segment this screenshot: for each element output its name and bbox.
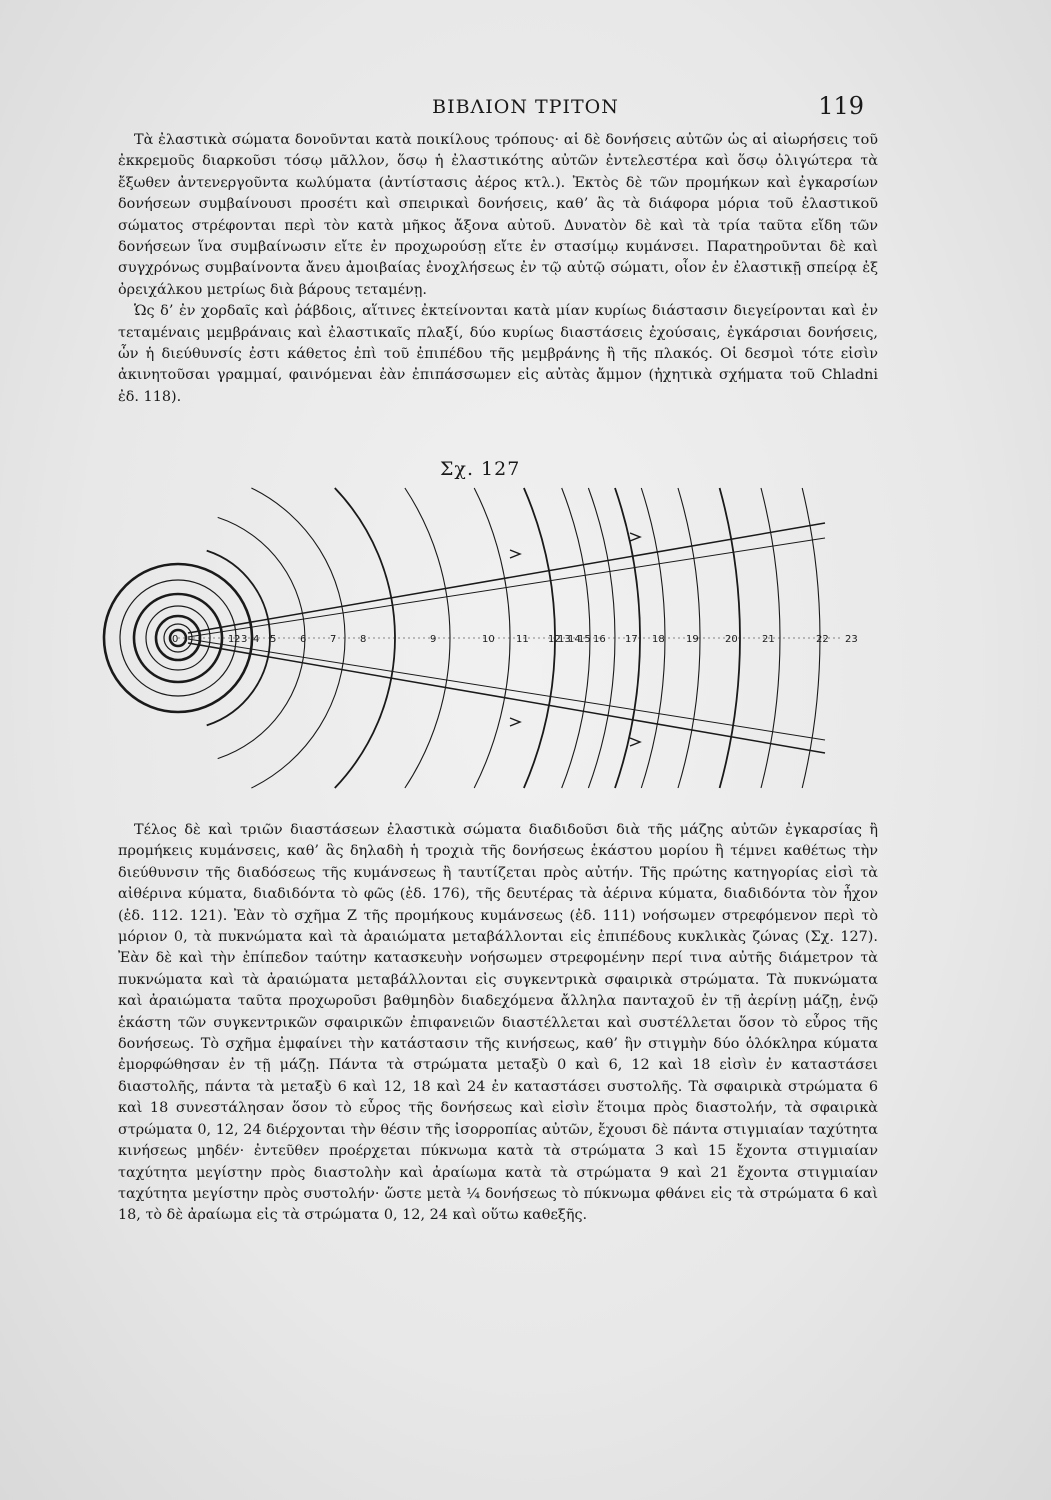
wave-label: 16 — [593, 634, 606, 645]
text-block-bottom — [118, 820, 878, 1227]
wave-label: 21 — [762, 634, 775, 645]
paragraph: Τέλος δὲ καὶ τριῶν διαστάσεων ἐλαστικὰ σώματα διαδιδοῦσι διὰ τῆς μάζης αὐτῶν ἐγκαρσίας ἢ προμήκεις κυμάνσεις, καθ’ ἃς δηλαδὴ ἡ τροχιὰ τῆς δονήσεως ἑκάστου μορίου ἢ τέμνει καθέτως τὴν διεύθυνσιν τῆς διαδόσεως τῆς κυμάνσεως ἢ ταυτίζεται πρὸς αὐτήν. Τῆς πρώτης κατηγορίας εἰσὶ τὰ αἰθέρινα κύματα, διαδιδόντα τὸ φῶς (ἐδ. 176), τῆς δευτέρας τὰ ἀέρινα κύματα, διαδιδόντα τὸν ἦχον (ἐδ. 112. 121). Ἐὰν τὸ σχῆμα Ζ τῆς προμήκους κυμάνσεως (ἐδ. 111) νοήσωμεν στρεφόμενον περὶ τὸ μόριον 0, τὰ πυκνώματα καὶ τὰ ἀραιώματα μεταβάλλονται εἰς ἐπιπέδους κυκλικὰς ζώνας (Σχ. 127). Ἐὰν δὲ καὶ τὴν ἐπίπεδον ταύτην κατασκευὴν νοήσωμεν στρεφομένην περί τινα αὐτῆς διάμετρον τὰ πυκνώματα καὶ τὰ ἀραιώματα μεταβάλλονται εἰς συγκεντρικὰ σφαιρικὰ στρώματα. Τὰ πυκνώματα καὶ ἀραιώματα ταῦτα προχωροῦσι βαθμηδὸν διαδεχόμενα ἄλληλα πανταχοῦ ἐν τῇ ἀερίνῃ μάζῃ, ἐνῷ ἑκάστη τῶν συγκεντρικῶν σφαιρικῶν ἐπιφανειῶν διαστέλλεται καὶ συστέλλεται ὅσον τὸ εὖρος τῆς δονήσεως. Τὸ σχῆμα ἐμφαίνει τὴν κατάστασιν τῆς κινήσεως, καθ’ ἣν στιγμὴν δύο ὁλόκληρα κύματα ἐμορφώθησαν ἐν τῇ μάζῃ. Πάντα τὰ στρώματα μεταξὺ 0 καὶ 6, 12 καὶ 18 εἰσὶν ἐν καταστάσει διαστολῆς, πάντα τὰ μεταξὺ 6 καὶ 12, 18 καὶ 24 ἐν καταστάσει συστολῆς. Τὰ σφαιρικὰ στρώματα 6 καὶ 18 συνεστάλησαν ὅσον τὸ εὖρος τῆς δονήσεως καὶ εἰσὶν ἕτοιμα πρὸς διαστολήν, τὰ σφαιρικὰ στρώματα 0, 12, 24 διέρχονται τὴν θέσιν τῆς ἰσορροπίας αὐτῶν, ἔχουσι δὲ πάντα στιγμιαίαν ταχύτητα κινήσεως μηδέν· ἐντεῦθεν προέρχεται πύκνωμα κατὰ τὰ στρώματα 3 καὶ 15 ἔχοντα στιγμιαίαν ταχύτητα μεγίστην πρὸς διαστολὴν καὶ ἀραίωμα κατὰ τὰ στρώματα 9 καὶ 21 ἔχοντα στιγμιαίαν ταχύτητα μεγίστην πρὸς συστολήν· ὥστε μετὰ ¼ δονήσεως τὸ πύκνωμα φθάνει εἰς τὰ στρώματα 6 καὶ 18, τὸ δὲ ἀραίωμα εἰς τὰ στρώματα 0, 12, 24 καὶ οὕτω καθεξῆς. — [118, 822, 878, 1224]
wave-label: 12 — [548, 634, 561, 645]
wave-label: 1 — [228, 634, 235, 645]
wave-label: 13 — [558, 634, 571, 645]
arrow-icon — [630, 738, 640, 746]
wave-label: 0 — [172, 634, 179, 645]
ray-lower-inner — [188, 639, 825, 740]
ray-upper-inner — [188, 538, 825, 637]
arrow-icon — [510, 718, 520, 726]
wave-label: 19 — [686, 634, 699, 645]
arrow-icon — [630, 533, 640, 541]
page-header — [0, 92, 1051, 126]
figure-caption: Σχ. 127 — [440, 458, 521, 480]
wave-label: 6 — [300, 634, 307, 645]
wave-label: 14 — [568, 634, 581, 645]
wave-label: 10 — [482, 634, 495, 645]
page-number: 119 — [818, 92, 864, 120]
wave-label: 17 — [625, 634, 638, 645]
ray-lower — [188, 643, 825, 753]
text-block-top — [118, 130, 878, 408]
wave-label: 22 — [816, 634, 829, 645]
wave-label: 8 — [360, 634, 367, 645]
wave-label: 5 — [270, 634, 277, 645]
wave-label: 20 — [725, 634, 738, 645]
running-title: ΒΙΒΛΙΟΝ ΤΡΙΤΟΝ — [432, 96, 619, 118]
wave-label: 15 — [578, 634, 591, 645]
wave-label: 4 — [253, 634, 260, 645]
paragraph: Τὰ ἐλαστικὰ σώματα δονοῦνται κατὰ ποικίλους τρόπους· αἱ δὲ δονήσεις αὐτῶν ὡς αἱ αἰωρήσεις τοῦ ἐκκρεμοῦς διαρκοῦσι τόσῳ μᾶλλον, ὅσῳ ἡ ἐλαστικότης αὐτῶν ἐντελεστέρα καὶ ὅσῳ ὀλιγώτερα τὰ ἔξωθεν ἀντενεργοῦντα κωλύματα (ἀντίστασις ἀέρος κτλ.). Ἐκτὸς δὲ τῶν προμήκων καὶ ἐγκαρσίων δονήσεων συμβαίνουσι προσέτι καὶ σπειρικαὶ δονήσεις, καθ’ ἃς τὰ διάφορα μόρια τοῦ ἐλαστικοῦ σώματος στρέφονται περὶ τὸν κατὰ μῆκος ἄξονα αὐτοῦ. Δυνατὸν δὲ καὶ τὰ τρία ταῦτα εἴδη τῶν δονήσεων ἵνα συμβαίνωσιν εἴτε ἐν προχωρούσῃ εἴτε ἐν στασίμῳ κυμάνσει. Παρατηροῦνται δὲ καὶ συγχρόνως συμβαίνοντα ἄνευ ἀμοιβαίας ἐνοχλήσεως ἐν τῷ αὐτῷ σώματι, οἷον ἐν ἐλαστικῇ σπείρᾳ ἐξ ὀρειχάλκου μετρίως διὰ βάρους τεταμένῃ. — [118, 132, 878, 298]
wave-label: 23 — [845, 634, 858, 645]
wave-label: 9 — [430, 634, 437, 645]
wave-label: 3 — [241, 634, 248, 645]
wave-label: 11 — [516, 634, 529, 645]
wave-label: 2 — [234, 634, 241, 645]
wave-figure — [0, 478, 1051, 818]
wave-label: 7 — [330, 634, 337, 645]
ray-upper — [188, 523, 825, 633]
arrow-icon — [510, 550, 520, 558]
wave-label: 18 — [652, 634, 665, 645]
paragraph: Ὡς δ’ ἐν χορδαῖς καὶ ῥάβδοις, αἵτινες ἐκτείνονται κατὰ μίαν κυρίως διάστασιν διεγείρονται καὶ ἐν τεταμέναις μεμβράναις καὶ ἐλαστικαῖς πλαξί, δύο κυρίως διαστάσεις ἐχούσαις, ἐγκάρσιαι δονήσεις, ὧν ἡ διεύθυνσίς ἐστι κάθετος ἐπὶ τοῦ ἐπιπέδου τῆς μεμβράνης ἢ τῆς πλακός. Οἱ δεσμοὶ τότε εἰσὶν ἀκινητοῦσαι γραμμαί, φαινόμεναι ἐὰν ἐπιπάσσωμεν εἰς αὐτὰς ἄμμον (ἠχητικὰ σχήματα τοῦ Chladni ἐδ. 118). — [118, 303, 878, 405]
